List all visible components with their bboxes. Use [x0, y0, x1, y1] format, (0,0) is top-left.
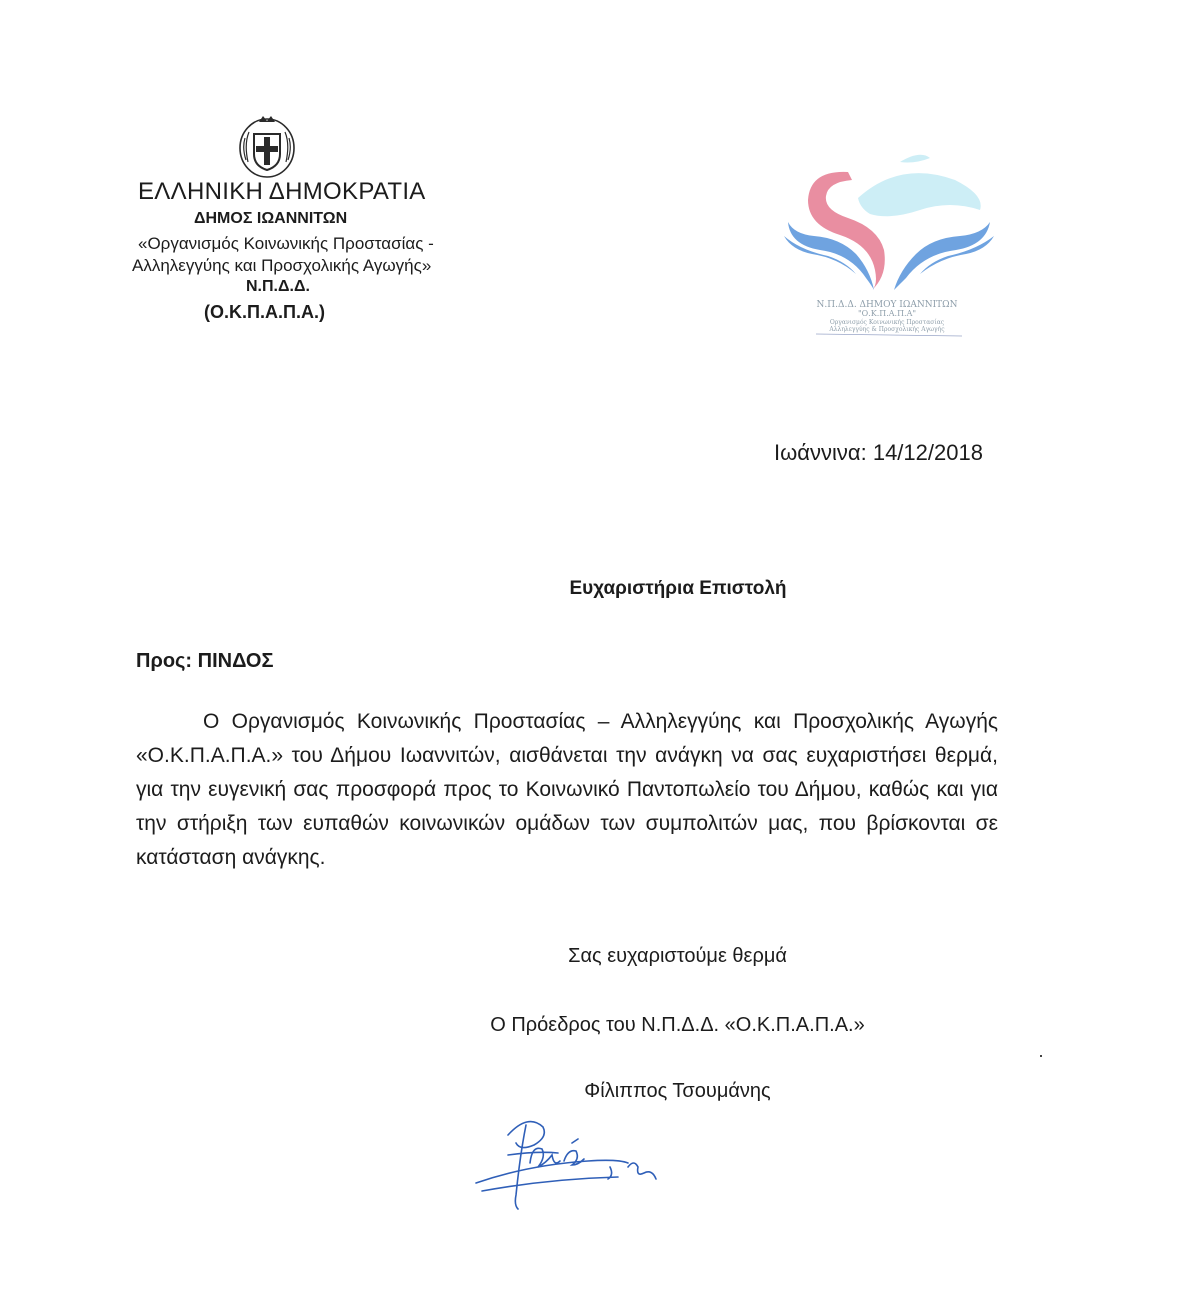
date-line: Ιωάννινα: 14/12/2018	[774, 440, 983, 465]
header-organization-line2: Αλληλεγγύης και Προσχολικής Αγωγής»	[132, 256, 432, 275]
header-legal-type: Ν.Π.Δ.Δ.	[246, 278, 310, 295]
logo-text-line2: "Ο.Κ.Π.Α.Π.Α"	[857, 309, 917, 318]
letter-body: Ο Οργανισμός Κοινωνικής Προστασίας – Αλληλεγγύης και Προσχολικής Αγωγής «Ο.Κ.Π.Α.Π.Α.» του Δήμου Ιωαννιτών, αισθάνεται την ανάγκη να σας ευχαριστήσει θερμά, για την ευγενική σας προσφορά προς το Κοινωνικό Παντοπωλείο του Δήμου, καθώς και για την στήριξη των ευπαθών κοινωνικών ομάδων των συμπολιτών μας, που βρίσκονται σε κατάσταση ανάγκης.	[136, 710, 998, 869]
signatory-title: Ο Πρόεδρος του Ν.Π.Δ.Δ. «Ο.Κ.Π.Α.Π.Α.»	[490, 1014, 865, 1036]
header-municipality: ΔΗΜΟΣ ΙΩΑΝΝΙΤΩΝ	[194, 210, 348, 227]
letter-title: Ευχαριστήρια Επιστολή	[569, 578, 787, 599]
logo-text-line3: Οργανισμός Κοινωνικής Προστασίας	[829, 319, 945, 326]
greek-coat-of-arms-icon	[236, 112, 298, 180]
logo-text-line4: Αλληλεγγύης & Προσχολικής Αγωγής	[829, 326, 945, 333]
header-country: ΕΛΛΗΝΙΚΗ ΔΗΜΟΚΡΑΤΙΑ	[138, 178, 426, 205]
header-abbreviation: (Ο.Κ.Π.Α.Π.Α.)	[204, 302, 325, 322]
handwritten-signature	[468, 1105, 668, 1215]
scan-speck	[1040, 1055, 1042, 1057]
dove-hands-logo-icon	[780, 150, 995, 345]
logo-text-line1: Ν.Π.Δ.Δ. ΔΗΜΟΥ ΙΩΑΝΝΙΤΩΝ	[816, 300, 958, 310]
recipient: Προς: ΠΙΝΔΟΣ	[136, 650, 274, 672]
signatory-name: Φίλιππος Τσουμάνης	[584, 1080, 771, 1102]
closing-line: Σας ευχαριστούμε θερμά	[568, 945, 787, 967]
header-organization-line1: «Οργανισμός Κοινωνικής Προστασίας -	[138, 234, 434, 253]
